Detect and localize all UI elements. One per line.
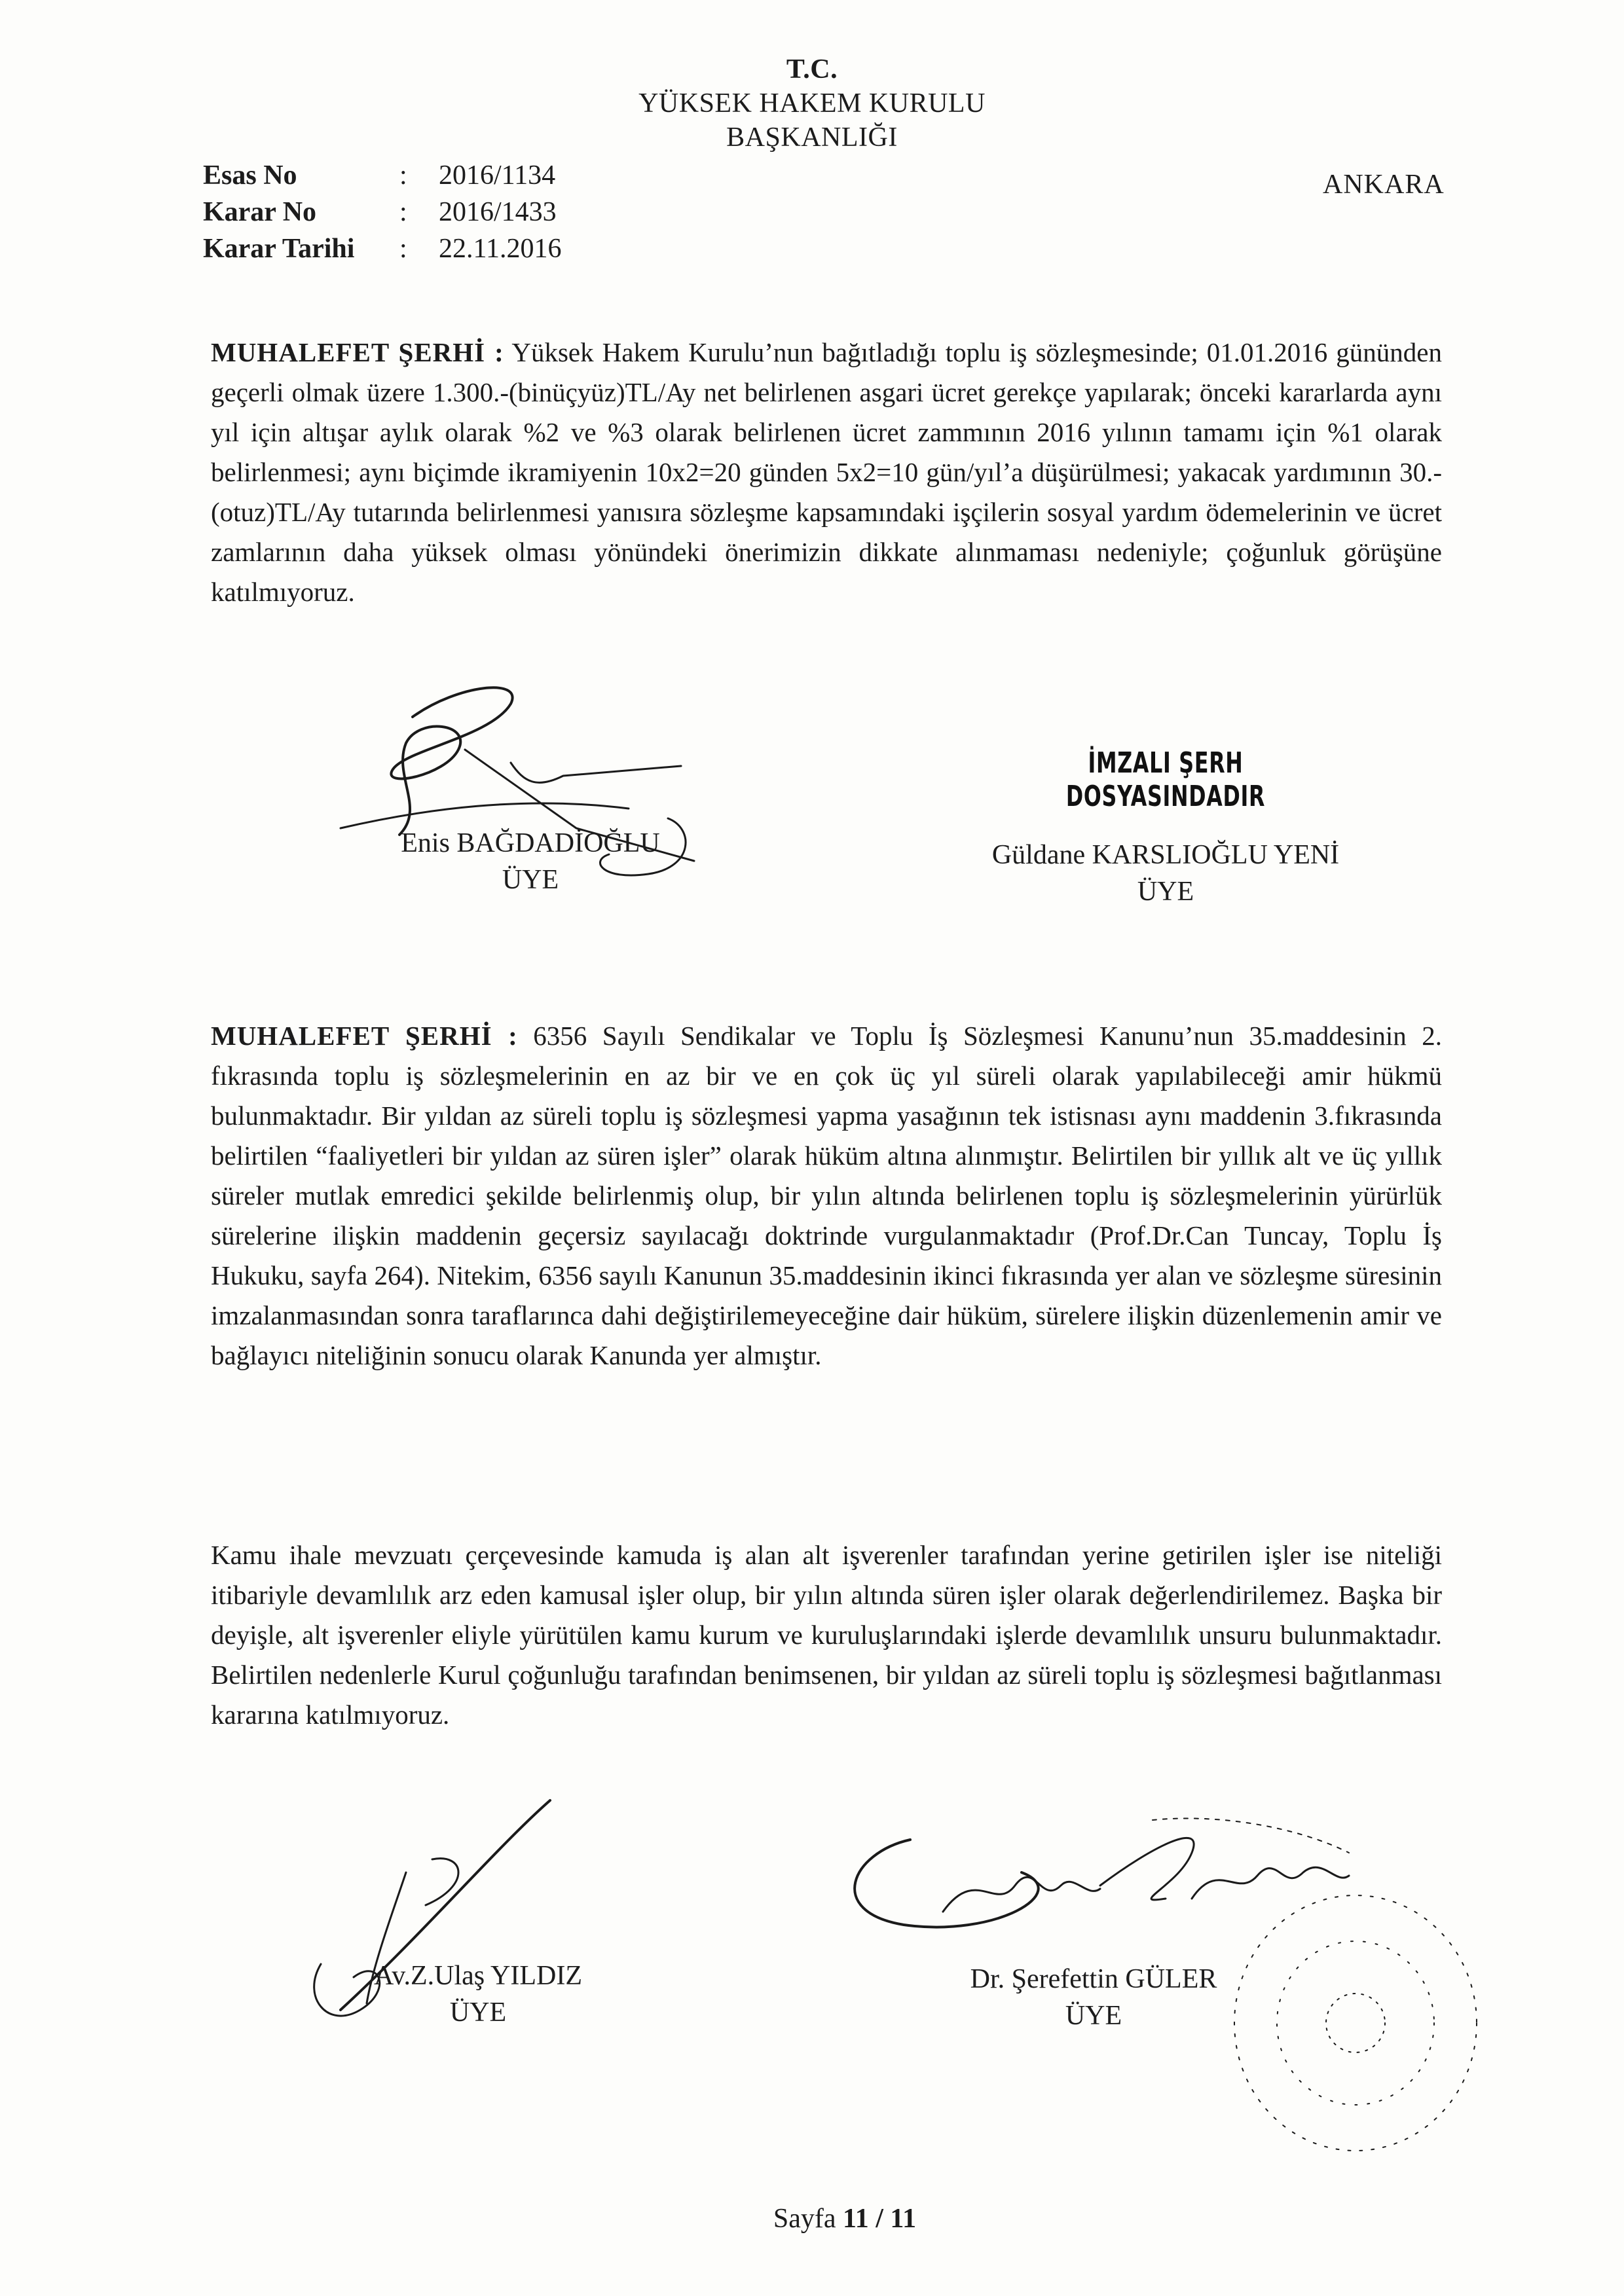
dissent-paragraph-3: [211, 1535, 1442, 1735]
signer-role: ÜYE: [449, 1997, 507, 2028]
signer-name: Enis BAĞDADİOĞLU: [401, 828, 660, 858]
case-metadata: [203, 157, 561, 267]
dissent-paragraph-1: [211, 333, 1442, 612]
signer-role: ÜYE: [1137, 877, 1194, 907]
dissent-text: 6356 Sayılı Sendikalar ve Toplu İş Sözleşmesi Kanunu’nun 35.maddesinin 2. fıkrasında toplu iş sözleşmelerinin en az bir ve en çok üç yıl süreli olarak yapılabileceği amir hükmü bulunmaktadır. Bir yıldan az süreli toplu iş sözleşmesi yapma yasağının tek istisnası aynı maddenin 3.fıkrasında belirtilen “faaliyetleri bir yıldan az süren işler” olarak hüküm altına alınmıştır. Belirtilen bir yıllık alt ve üç yıllık süreler mutlak emredici şekilde belirlenmiş olup, bir yılın altında belirlenen toplu iş sözleşmelerinin yürürlük sürelerine ilişkin maddenin geçersiz sayılacağı doktrinde vurgulanmaktadır (Prof.Dr.Can Tuncay, Toplu İş Hukuku, sayfa 264). Nitekim, 6356 sayılı Kanunun 35.maddesinin ikinci fıkrasında yer alan ve sözleşme süresinin imzalanmasından sonra taraflarınca dahi değiştirilemeyeceğine dair hüküm, sürelere ilişkin düzenlemenin amir ve bağlayıcı niteliğinin sonucu olarak Kanunda yer almıştır.: [211, 1021, 1442, 1370]
header-tc: T.C.: [786, 54, 838, 84]
dissent-paragraph-2: [211, 1016, 1442, 1376]
city-label: ANKARA: [1323, 170, 1445, 200]
signed-dissent-stamp: İMZALI ŞERH DOSYASINDADIR: [1065, 746, 1266, 813]
dissent-heading: MUHALEFET ŞERHİ :: [211, 1021, 518, 1051]
signer-name: Av.Z.Ulaş YILDIZ: [373, 1961, 582, 1991]
meta-sep: :: [399, 197, 407, 227]
meta-sep: :: [399, 234, 407, 264]
signature-block-bagdadioglu: [327, 825, 733, 898]
meta-sep: :: [399, 160, 407, 191]
signer-role: ÜYE: [1065, 2001, 1122, 2031]
meta-label: Esas No: [203, 160, 297, 191]
signature-block-yildiz: [301, 1958, 655, 2031]
header-presidency: BAŞKANLIĞI: [726, 122, 898, 153]
page-number: [714, 2203, 976, 2234]
meta-row-karar: [203, 194, 561, 230]
meta-value: 2016/1433: [439, 197, 557, 227]
meta-value: 22.11.2016: [439, 234, 562, 264]
meta-row-esas: [203, 157, 561, 194]
dissent-heading: MUHALEFET ŞERHİ :: [211, 337, 504, 367]
page-prefix: Sayfa: [773, 2204, 836, 2234]
page-count: 11 / 11: [843, 2204, 917, 2234]
signer-role: ÜYE: [502, 865, 559, 895]
document-header: [550, 52, 1074, 155]
meta-label: Karar Tarihi: [203, 234, 355, 264]
header-institution: YÜKSEK HAKEM KURULU: [638, 88, 986, 118]
dissent-text-continued: Kamu ihale mevzuatı çerçevesinde kamuda iş alan alt işverenler tarafından yerine getirilen işler ise niteliği itibariyle devamlılık arz eden kamusal işler olup, bir yılın altında süren işler olarak değerlendirilemez. Başka bir deyişle, alt işverenler eliyle yürütülen kamu kurum ve kuruluşlarındaki işlerde devamlılık unsuru bulunmaktadır. Belirtilen nedenlerle Kurul çoğunluğu tarafından benimsenen, bir yıldan az süreli toplu iş sözleşmesi bağıtlanması kararına katılmıyoruz.: [211, 1540, 1442, 1730]
signer-name: Dr. Şerefettin GÜLER: [970, 1964, 1217, 1994]
signer-name: Güldane KARSLIOĞLU YENİ: [991, 840, 1340, 870]
meta-value: 2016/1134: [439, 160, 556, 191]
meta-label: Karar No: [203, 197, 317, 227]
signature-block-karslioglu: [930, 837, 1401, 910]
dissent-text: Yüksek Hakem Kurulu’nun bağıtladığı toplu iş sözleşmesinde; 01.01.2016 gününden geçerli olmak üzere 1.300.-(binüçyüz)TL/Ay net belirlenen asgari ücret gerekçe yapılarak; önceki kararlarda aynı yıl için altışar aylık olarak %2 ve %3 olarak belirlenen ücret zammının 2016 yılının tamamı için %1 olarak belirlenmesi; aynı biçimde ikramiyenin 10x2=20 günden 5x2=10 gün/yıl’a düşürülmesi; yakacak yardımının 30.-(otuz)TL/Ay tutarında belirlenmesi yanısıra sözleşme kapsamındaki işçilerin sosyal yardım ödemelerinin ve ücret zamlarının daha yüksek olması yönündeki önerimizin dikkate alınmaması nedeniyle; çoğunluk görüşüne katılmıyoruz.: [211, 337, 1442, 607]
signature-block-guler: [891, 1961, 1297, 2034]
meta-row-tarih: [203, 230, 561, 267]
